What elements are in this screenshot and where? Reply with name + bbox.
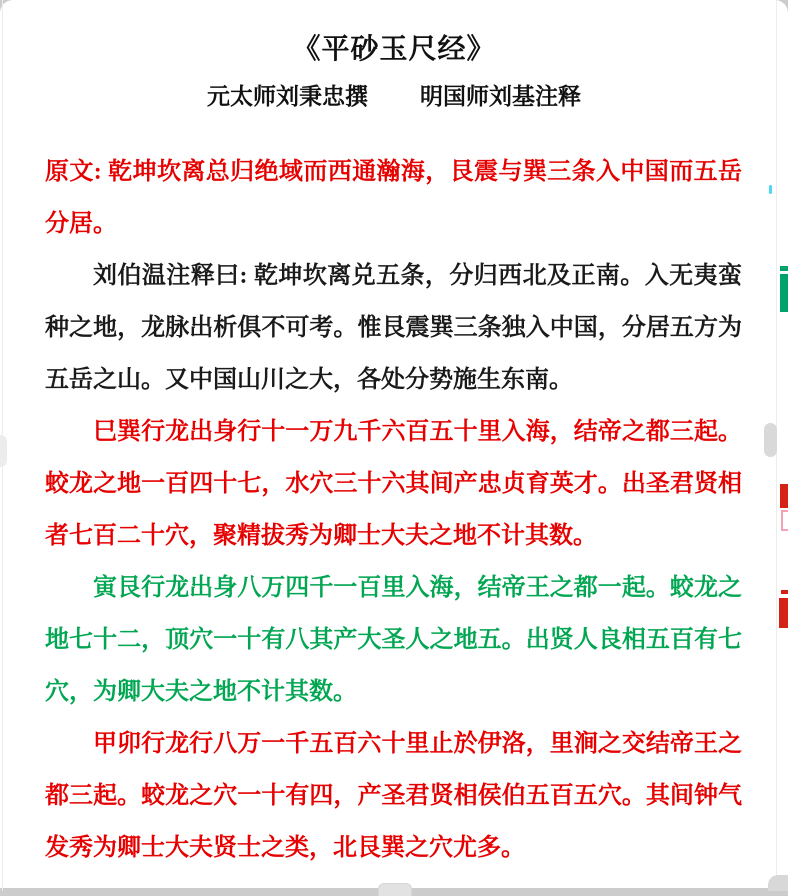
byline-author: 元太师刘秉忠撰 [207,84,368,109]
cyan-clipped-mark [769,185,772,194]
byline-annotator: 明国师刘基注释 [420,84,581,109]
red-clipped-glyph-fragment [781,590,788,594]
background-window-bump [378,883,412,896]
paragraph-original-text: 原文: 乾坤坎离总归绝域而西通瀚海，艮震与巽三条入中国而五岳分居。 [45,159,742,237]
paragraph-yingen-dragon: 寅艮行龙出身八万四千一百里入海，结帝王之都一起。蛟龙之地七十二，顶穴一十有八其产大圣人之地五。出贤人良相五百有七穴，为卿大夫之地不计其数。 [45,575,742,705]
scrollbar-thumb[interactable] [764,423,777,457]
green-clipped-glyph [780,274,788,312]
green-clipped-glyph-fragment [780,266,788,271]
background-window-bump-right [768,875,788,891]
byline [0,78,788,111]
document-body [45,146,742,874]
left-edge-divider [2,0,3,891]
paragraph-sixun-dragon: 巳巽行龙出身行十一万九千六百五十里入海，结帝之都三起。蛟龙之地一百四十七，水穴三十六其间产忠贞育英才。出圣君贤相者七百二十穴，聚精拔秀为卿士大夫之地不计其数。 [45,419,742,549]
red-clipped-glyph-upper [780,484,788,508]
pink-clipped-glyph-outline [781,510,788,531]
page-title: 《平砂玉尺经》 [292,33,496,65]
red-clipped-glyph-lower [779,598,788,628]
paragraph-liubowen-annotation: 刘伯温注释曰: 乾坤坎离兑五条，分归西北及正南。入无夷蛮种之地，龙脉出析俱不可考。惟艮震巽三条独入中国，分居五方为五岳之山。又中国山川之大，各处分势施生东南。 [45,263,742,393]
paragraph-jiamao-dragon: 甲卯行龙行八万一千五百六十里止於伊洛，里涧之交结帝王之都三起。蛟龙之穴一十有四，产圣君贤相侯伯五百五穴。其间钟气发秀为卿士大夫贤士之类，北艮巽之穴尤多。 [45,731,742,861]
